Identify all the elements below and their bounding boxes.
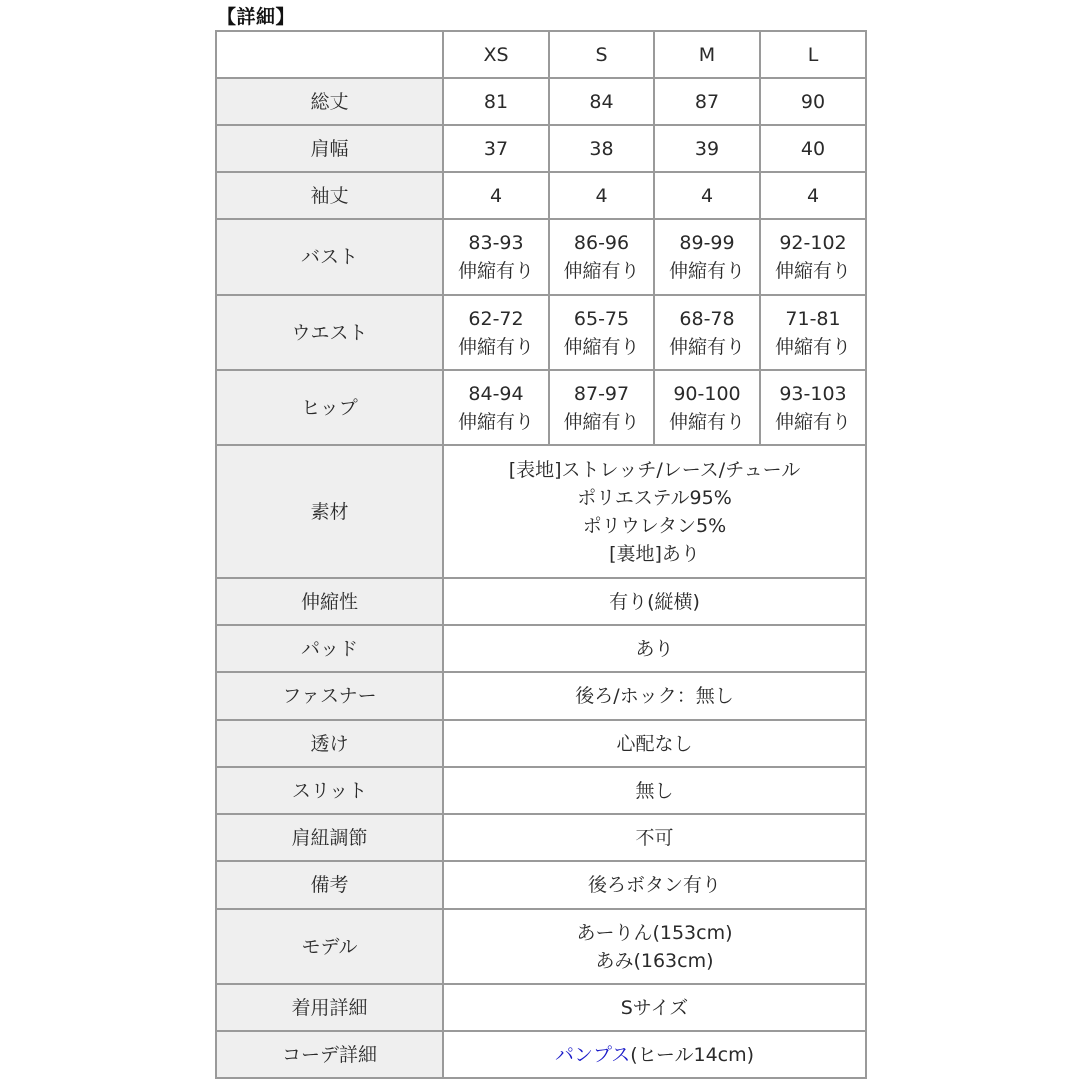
detail-value: 不可	[443, 814, 866, 861]
stretch-note: 伸縮有り	[774, 335, 851, 358]
range-value: 93-103	[779, 382, 847, 405]
shoulder-width-row	[216, 125, 866, 172]
total-length-row	[216, 78, 866, 125]
range-cell	[760, 295, 866, 370]
pad-row	[216, 625, 866, 672]
value-cell: 4	[760, 172, 866, 219]
detail-value: あり	[443, 625, 866, 672]
range-value: 92-102	[779, 232, 847, 254]
range-cell	[443, 370, 549, 445]
remarks-row	[216, 861, 866, 909]
detail-value: 有り(縦横)	[443, 578, 866, 625]
material-row	[216, 445, 866, 578]
slit-row	[216, 767, 866, 814]
bust-row	[216, 219, 866, 295]
model-line: あーりん(153cm)	[576, 921, 733, 944]
row-label: 着用詳細	[216, 984, 443, 1031]
row-label: 肩幅	[216, 125, 443, 172]
material-line: ポリエステル95%	[577, 486, 732, 509]
range-value: 65-75	[573, 307, 630, 330]
value-cell: 40	[760, 125, 866, 172]
material-cell	[443, 445, 866, 578]
size-header-l: L	[760, 31, 866, 78]
size-header-xs: XS	[443, 31, 549, 78]
stretch-note: 伸縮有り	[563, 410, 640, 433]
stretch-note: 伸縮有り	[774, 410, 851, 433]
stretch-note: 伸縮有り	[563, 260, 640, 282]
range-value: 90-100	[673, 382, 741, 405]
row-label: 総丈	[216, 78, 443, 125]
coordinate-detail-row	[216, 1031, 866, 1078]
value-cell: 87	[654, 78, 760, 125]
range-value: 62-72	[468, 307, 524, 330]
range-cell	[654, 295, 760, 370]
row-label: 透け	[216, 720, 443, 767]
row-label: 備考	[216, 861, 443, 909]
value-cell: 37	[443, 125, 549, 172]
value-cell: 39	[654, 125, 760, 172]
range-cell	[549, 219, 654, 295]
row-label: パッド	[216, 625, 443, 672]
range-cell	[549, 370, 654, 445]
detail-value: Sサイズ	[443, 984, 866, 1031]
wearing-detail-row	[216, 984, 866, 1031]
range-value: 68-78	[679, 307, 735, 330]
heel-height-text: (ヒール14cm)	[630, 1043, 755, 1066]
material-line: [裏地]あり	[609, 542, 700, 565]
stretch-note: 伸縮有り	[774, 260, 851, 282]
stretch-note: 伸縮有り	[457, 335, 534, 358]
range-cell	[443, 295, 549, 370]
value-cell: 4	[549, 172, 654, 219]
range-cell	[443, 219, 549, 295]
range-value: 83-93	[468, 232, 524, 254]
range-cell	[549, 295, 654, 370]
range-cell	[760, 219, 866, 295]
sleeve-length-row	[216, 172, 866, 219]
stretch-note: 伸縮有り	[457, 260, 534, 282]
size-header-row	[216, 31, 866, 78]
stretch-row	[216, 578, 866, 625]
empty-corner-cell	[216, 31, 443, 78]
pumps-link[interactable]: パンプス	[554, 1043, 631, 1066]
detail-value: 後ろ/ホック：無し	[443, 672, 866, 720]
row-label: ヒップ	[216, 370, 443, 445]
zipper-row	[216, 672, 866, 720]
range-value: 71-81	[785, 307, 841, 330]
row-label: コーデ詳細	[216, 1031, 443, 1078]
size-header-s: S	[549, 31, 654, 78]
row-label: ファスナー	[216, 672, 443, 720]
value-cell: 38	[549, 125, 654, 172]
model-line: あみ(163cm)	[595, 949, 714, 972]
row-label: バスト	[216, 219, 443, 295]
stretch-note: 伸縮有り	[668, 335, 745, 358]
sheerness-row	[216, 720, 866, 767]
model-row	[216, 909, 866, 984]
section-heading: 【詳細】	[217, 6, 296, 28]
detail-value: 心配なし	[443, 720, 866, 767]
range-value: 87-97	[573, 382, 630, 405]
row-label: 袖丈	[216, 172, 443, 219]
row-label: ウエスト	[216, 295, 443, 370]
size-detail-table	[215, 30, 867, 1079]
row-label: モデル	[216, 909, 443, 984]
row-label: 伸縮性	[216, 578, 443, 625]
value-cell: 90	[760, 78, 866, 125]
stretch-note: 伸縮有り	[668, 410, 745, 433]
size-header-m: M	[654, 31, 760, 78]
stretch-note: 伸縮有り	[457, 410, 534, 433]
hip-row	[216, 370, 866, 445]
range-cell	[654, 219, 760, 295]
range-value: 89-99	[679, 232, 735, 254]
range-cell	[654, 370, 760, 445]
value-cell: 81	[443, 78, 549, 125]
row-label: 素材	[216, 445, 443, 578]
strap-adjust-row	[216, 814, 866, 861]
stretch-note: 伸縮有り	[668, 260, 745, 282]
stretch-note: 伸縮有り	[563, 335, 640, 358]
row-label: スリット	[216, 767, 443, 814]
range-cell	[760, 370, 866, 445]
value-cell: 84	[549, 78, 654, 125]
material-line: ポリウレタン5%	[582, 514, 727, 537]
detail-value: 後ろボタン有り	[443, 861, 866, 909]
row-label: 肩紐調節	[216, 814, 443, 861]
material-line: [表地]ストレッチ/レース/チュール	[508, 458, 801, 481]
range-value: 86-96	[573, 232, 630, 254]
coordinate-cell	[443, 1031, 866, 1078]
model-cell	[443, 909, 866, 984]
value-cell: 4	[443, 172, 549, 219]
value-cell: 4	[654, 172, 760, 219]
detail-value: 無し	[443, 767, 866, 814]
waist-row	[216, 295, 866, 370]
range-value: 84-94	[468, 382, 524, 405]
